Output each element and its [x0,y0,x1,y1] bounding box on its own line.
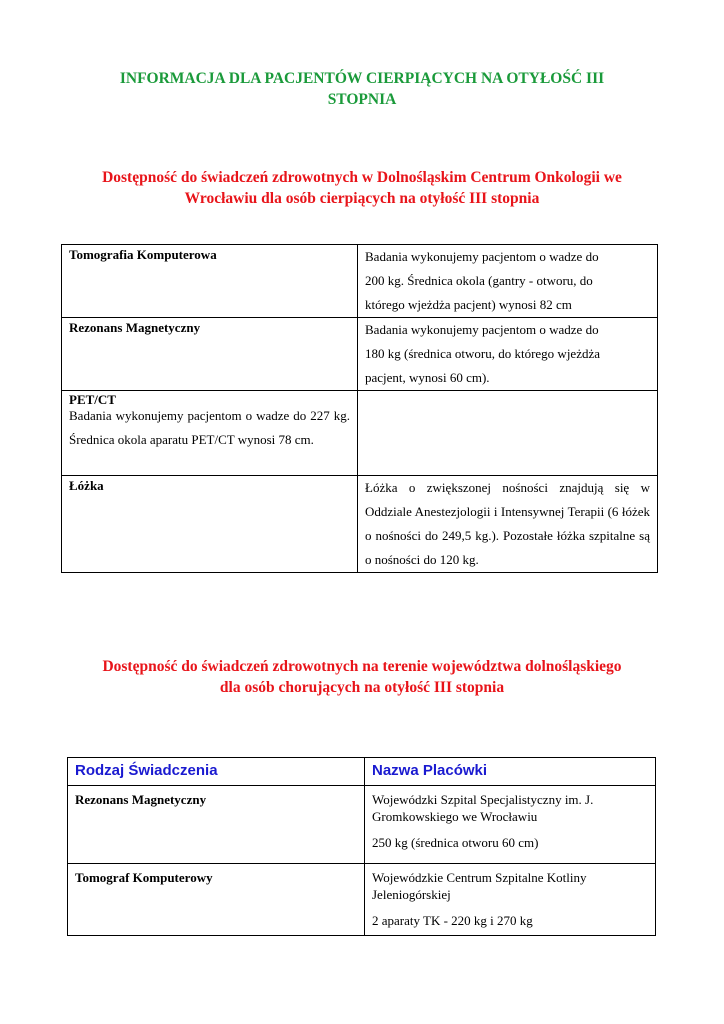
service-description: Badania wykonujemy pacjentom o wadze do 227 kg. Średnica okola aparatu PET/CT wynosi 78 cm. [69,408,350,447]
section1-heading-line-2: Wrocławiu dla osób cierpiących na otyłość III stopnia [184,190,540,207]
service-label: Rezonans Magnetyczny [62,318,358,391]
service-description [358,245,658,318]
service-cell [62,391,358,476]
page-title-line-2: STOPNIA [327,91,397,108]
description-line: którego wjeżdża pacjent) wynosi 82 cm [365,297,572,312]
dco-services-table [61,244,658,573]
section1-heading-line-1: Dostępność do świadczeń zdrowotnych w Dolnośląskim Centrum Onkologii we [102,169,622,186]
table-row [62,245,658,318]
table-row [68,786,656,864]
table-header-row [68,758,656,786]
service-description [358,318,658,391]
section2-heading-line-2: dla osób chorujących na otyłość III stopnia [219,679,505,696]
facility-name: Wojewódzki Szpital Specjalistyczny im. J. Gromkowskiego we Wrocławiu [372,792,594,824]
section2-heading [60,656,664,698]
service-label: Łóżka [62,476,358,573]
table-row [68,864,656,936]
page-title [60,68,664,110]
table-row [62,476,658,573]
empty-cell [358,391,658,476]
facility-cell [365,786,656,864]
description-line: Badania wykonujemy pacjentom o wadze do [365,249,599,264]
service-label: PET/CT [69,392,116,407]
column-header-facility: Nazwa Placówki [365,758,656,786]
section1-heading [60,167,664,209]
description-line: 180 kg (średnica otworu, do którego wjeżdża [365,346,601,361]
facility-cell [365,864,656,936]
table-row [62,391,658,476]
service-type: Tomograf Komputerowy [68,864,365,936]
description-line: pacjent, wynosi 60 cm). [365,370,490,385]
facility-detail: 250 kg (średnica otworu 60 cm) [372,835,539,850]
service-label: Tomografia Komputerowa [62,245,358,318]
description-line: Badania wykonujemy pacjentom o wadze do [365,322,599,337]
table-row [62,318,658,391]
service-description: Łóżka o zwiększonej nośności znajdują się w Oddziale Anestezjologii i Intensywnej Terapii (6 łóżek o nośności do 249,5 kg.). Pozostałe łóżka szpitalne są o nośności do 120 kg. [358,476,658,573]
service-type: Rezonans Magnetyczny [68,786,365,864]
facility-name: Wojewódzkie Centrum Szpitalne Kotliny Jeleniogórskiej [372,870,587,902]
page-title-line-1: INFORMACJA DLA PACJENTÓW CIERPIĄCYCH NA OTYŁOŚĆ III [119,70,605,87]
section2-heading-line-1: Dostępność do świadczeń zdrowotnych na terenie województwa dolnośląskiego [102,658,622,675]
regional-services-table [67,757,656,936]
description-line: 200 kg. Średnica okola (gantry - otworu, do [365,273,593,288]
facility-detail: 2 aparaty TK - 220 kg i 270 kg [372,913,533,928]
column-header-service-type: Rodzaj Świadczenia [68,758,365,786]
